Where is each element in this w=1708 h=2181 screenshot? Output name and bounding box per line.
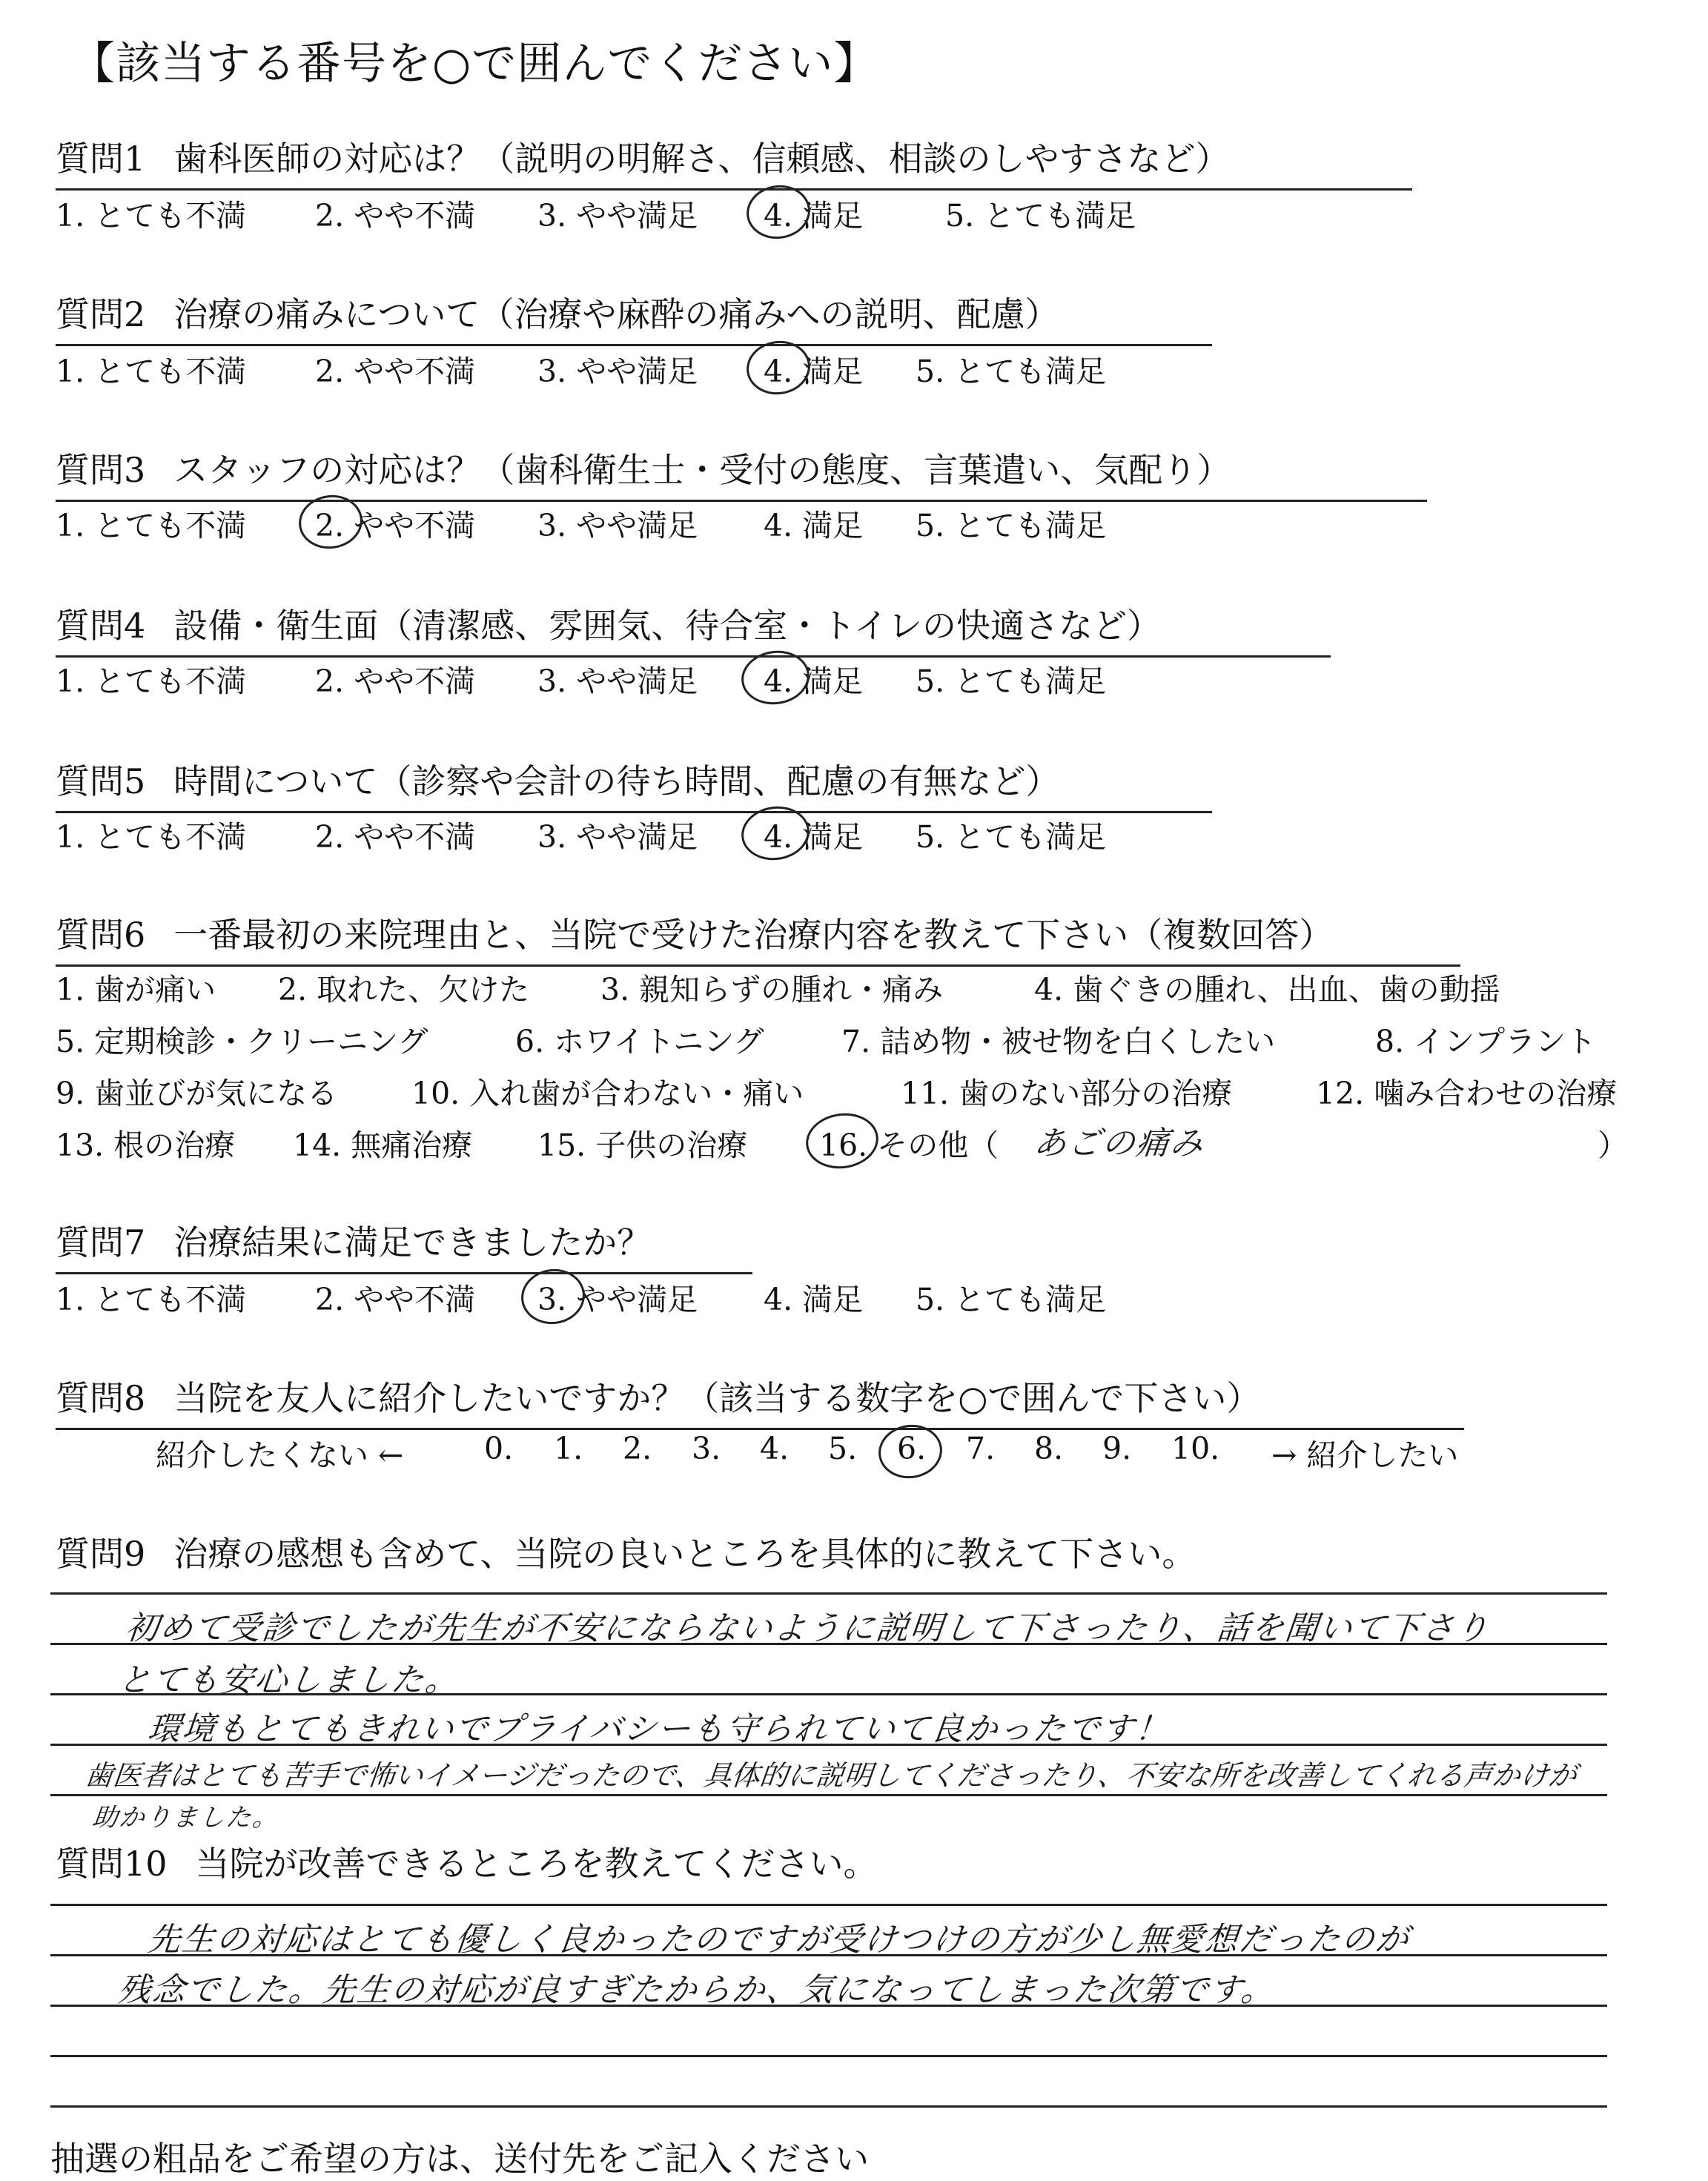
- q6-option-11[interactable]: 11. 歯のない部分の治療: [901, 1076, 1233, 1111]
- instruction-header: 【該当する番号を○で囲んでください】: [70, 38, 879, 90]
- question-5-text: 時間について（診察や会計の待ち時間、配慮の有無など）: [173, 761, 1060, 801]
- question-6-title: [56, 908, 1460, 967]
- q9-answer-rule-5: [50, 1794, 1607, 1796]
- question-8-text: 当院を友人に紹介したいですか？（該当する数字を○で囲んで下さい）: [173, 1378, 1261, 1418]
- q1-option-5[interactable]: 5. とても満足: [945, 198, 1136, 234]
- question-5-title: [56, 755, 1212, 813]
- question-6-text: 一番最初の来院理由と、当院で受けた治療内容を教えて下さい（複数回答）: [173, 915, 1334, 955]
- q1-option-4[interactable]: 4. 満足: [764, 198, 864, 234]
- question-2-title: [56, 288, 1212, 346]
- q8-scale-6[interactable]: 6.: [897, 1431, 927, 1466]
- question-4-text: 設備・衛生面（清潔感、雰囲気、待合室・トイレの快適さなど）: [173, 606, 1161, 646]
- q6-option-10[interactable]: 10. 入れ歯が合わない・痛い: [411, 1076, 804, 1111]
- q6-option-12[interactable]: 12. 噛み合わせの治療: [1316, 1076, 1618, 1111]
- q8-scale-2[interactable]: 2.: [623, 1431, 652, 1466]
- q9-answer-line-3: 環境もとてもきれいでプライバシーも守られていて良かったです！: [145, 1710, 1172, 1748]
- q2-option-5[interactable]: 5. とても満足: [916, 354, 1107, 389]
- q4-option-3[interactable]: 3. やや満足: [537, 663, 698, 699]
- q6-option-3[interactable]: 3. 親知らずの腫れ・痛み: [600, 972, 944, 1007]
- q3-option-4[interactable]: 4. 満足: [764, 508, 864, 543]
- question-1-text: 歯科医師の対応は？（説明の明解さ、信頼感、相談のしやすさなど）: [173, 139, 1230, 179]
- q3-option-2[interactable]: 2. やや不満: [315, 508, 476, 543]
- question-10-label: 質問10: [56, 1844, 168, 1884]
- q7-option-2[interactable]: 2. やや不満: [315, 1282, 476, 1317]
- footer-partial-text: 抽選の粗品をご希望の方は、送付先をご記入ください: [50, 2139, 869, 2179]
- q5-option-1[interactable]: 1. とても不満: [56, 819, 247, 855]
- question-1-title: [56, 132, 1412, 191]
- q3-option-1[interactable]: 1. とても不満: [56, 508, 247, 543]
- q4-option-5[interactable]: 5. とても満足: [916, 663, 1107, 699]
- q6-option-2[interactable]: 2. 取れた、欠けた: [278, 972, 530, 1007]
- q8-scale-right-label: → 紹介したい: [1271, 1437, 1459, 1473]
- q8-scale-left-label: 紹介したくない ←: [156, 1437, 404, 1473]
- q5-option-5[interactable]: 5. とても満足: [916, 819, 1107, 855]
- q1-option-2[interactable]: 2. やや不満: [315, 198, 476, 234]
- q9-answer-line-2: とても安心しました。: [116, 1661, 462, 1699]
- q8-scale-7[interactable]: 7.: [966, 1431, 996, 1466]
- q6-option-8[interactable]: 8. インプラント: [1375, 1024, 1597, 1059]
- question-2-text: 治療の痛みについて（治療や麻酔の痛みへの説明、配慮）: [173, 294, 1059, 334]
- question-7-label: 質問7: [56, 1222, 146, 1262]
- q8-scale-10[interactable]: 10.: [1171, 1431, 1220, 1466]
- q3-option-5[interactable]: 5. とても満足: [916, 508, 1107, 543]
- q10-answer-rule-4: [50, 2055, 1607, 2057]
- q6-option-1[interactable]: 1. 歯が痛い: [56, 972, 216, 1007]
- question-4-label: 質問4: [56, 606, 146, 646]
- q8-scale-0[interactable]: 0.: [484, 1431, 514, 1466]
- question-6-label: 質問6: [56, 915, 146, 955]
- question-3-text: スタッフの対応は？（歯科衛生士・受付の態度、言葉遣い、気配り）: [173, 450, 1231, 490]
- q9-answer-rule-1: [50, 1592, 1607, 1595]
- q6-option-16[interactable]: 16. その他（: [819, 1128, 999, 1163]
- q6-option-6[interactable]: 6. ホワイトニング: [515, 1024, 764, 1059]
- question-9-title: [56, 1527, 1196, 1583]
- q10-answer-line-2: 残念でした。先生の対応が良すぎたからか、気になってしまった次第です。: [116, 1971, 1277, 2009]
- question-2-label: 質問2: [56, 294, 146, 334]
- question-4-title: [56, 599, 1331, 658]
- question-9-text: 治療の感想も含めて、当院の良いところを具体的に教えて下さい。: [173, 1534, 1196, 1574]
- question-3-title: [56, 443, 1427, 502]
- q5-option-4[interactable]: 4. 満足: [764, 819, 864, 855]
- q9-answer-line-4: 歯医者はとても苦手で怖いイメージだったので、具体的に説明してくださったり、不安な所を改善してくれる声かけが: [83, 1759, 1579, 1792]
- q7-option-3[interactable]: 3. やや満足: [537, 1282, 698, 1317]
- q8-scale-5[interactable]: 5.: [828, 1431, 858, 1466]
- q4-option-1[interactable]: 1. とても不満: [56, 663, 247, 699]
- q5-option-2[interactable]: 2. やや不満: [315, 819, 476, 855]
- q8-scale-4[interactable]: 4.: [760, 1431, 790, 1466]
- q6-option-14[interactable]: 14. 無痛治療: [293, 1128, 473, 1163]
- q9-answer-line-1: 初めて受診でしたが先生が不安にならないように説明して下さったり、話を聞いて下さり: [123, 1609, 1492, 1647]
- q6-other-close-paren: ）: [1598, 1128, 1628, 1163]
- q8-scale-9[interactable]: 9.: [1102, 1431, 1132, 1466]
- q2-option-3[interactable]: 3. やや満足: [537, 354, 698, 389]
- question-5-label: 質問5: [56, 761, 146, 801]
- q6-option-7[interactable]: 7. 詰め物・被せ物を白くしたい: [841, 1024, 1276, 1059]
- q2-option-2[interactable]: 2. やや不満: [315, 354, 476, 389]
- question-1-label: 質問1: [56, 139, 146, 179]
- q6-other-handwritten-answer: あごの痛み: [1031, 1125, 1207, 1162]
- q8-scale-1[interactable]: 1.: [554, 1431, 583, 1466]
- question-10-text: 当院が改善できるところを教えてください。: [195, 1844, 878, 1884]
- q7-option-1[interactable]: 1. とても不満: [56, 1282, 247, 1317]
- q6-option-15[interactable]: 15. 子供の治療: [537, 1128, 748, 1163]
- q7-option-5[interactable]: 5. とても満足: [916, 1282, 1107, 1317]
- q3-option-3[interactable]: 3. やや満足: [537, 508, 698, 543]
- q1-option-3[interactable]: 3. やや満足: [537, 198, 698, 234]
- question-7-text: 治療結果に満足できましたか？: [173, 1222, 652, 1262]
- question-8-title: [56, 1371, 1464, 1430]
- q10-answer-rule-5: [50, 2105, 1607, 2108]
- q4-option-2[interactable]: 2. やや不満: [315, 663, 476, 699]
- q6-option-13[interactable]: 13. 根の治療: [56, 1128, 236, 1163]
- q9-answer-line-5: 助かりました。: [90, 1803, 281, 1833]
- question-3-label: 質問3: [56, 450, 146, 490]
- q4-option-4[interactable]: 4. 満足: [764, 663, 864, 699]
- q7-option-4[interactable]: 4. 満足: [764, 1282, 864, 1317]
- q5-option-3[interactable]: 3. やや満足: [537, 819, 698, 855]
- q1-option-1[interactable]: 1. とても不満: [56, 198, 247, 234]
- question-8-label: 質問8: [56, 1378, 146, 1418]
- q10-answer-rule-1: [50, 1904, 1607, 1906]
- q10-answer-line-1: 先生の対応はとても優しく良かったのですが受けつけの方が少し無愛想だったのが: [145, 1921, 1412, 1959]
- question-9-label: 質問9: [56, 1534, 146, 1574]
- question-10-title: [56, 1837, 878, 1893]
- q8-scale-3[interactable]: 3.: [692, 1431, 721, 1466]
- q2-option-4[interactable]: 4. 満足: [764, 354, 864, 389]
- q2-option-1[interactable]: 1. とても不満: [56, 354, 247, 389]
- question-7-title: [56, 1216, 752, 1274]
- q6-option-9[interactable]: 9. 歯並びが気になる: [56, 1076, 338, 1111]
- q8-scale-8[interactable]: 8.: [1034, 1431, 1064, 1466]
- q6-option-4[interactable]: 4. 歯ぐきの腫れ、出血、歯の動揺: [1034, 972, 1500, 1007]
- q6-option-5[interactable]: 5. 定期検診・クリーニング: [56, 1024, 428, 1059]
